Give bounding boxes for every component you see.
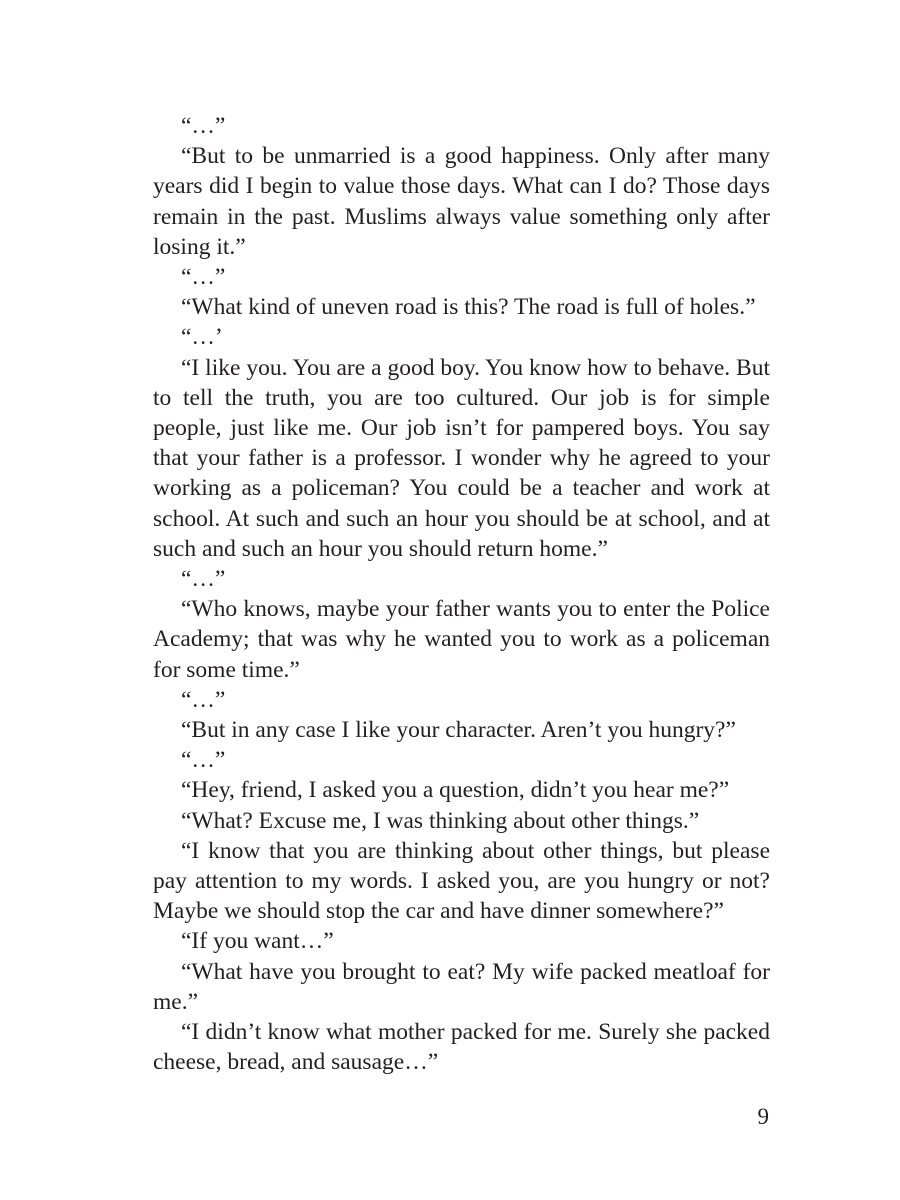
paragraph-11: “…”: [181, 747, 226, 774]
paragraph-6: “I like you. You are a good boy. You know how to behave. But to tell the truth, you are too cultured. Our job is for simple people, just like me. Our job isn’t for pampered boys. You say that your father is a professor. I wonder why he agreed to your working as a policeman? You could be a teacher and work at school. At such and such an hour you should be at school, and at such and such an hour you should return home.”: [153, 354, 770, 562]
paragraph-13: “What? Excuse me, I was thinking about other things.”: [181, 807, 700, 834]
paragraph-7: “…”: [181, 566, 226, 593]
paragraph-5: “…’: [181, 324, 223, 351]
paragraph-3: “…”: [181, 264, 226, 291]
paragraph-16: “What have you brought to eat? My wife packed meatloaf for me.”: [153, 958, 770, 1015]
paragraph-14: “I know that you are thinking about other things, but please pay attention to my words. I asked you, are you hungry or not? Maybe we should stop the car and have dinner somewhere?”: [153, 837, 770, 925]
paragraph-1: “…”: [181, 113, 226, 139]
page-number: 9: [757, 1104, 769, 1129]
paragraph-15: “If you want…”: [181, 928, 334, 955]
body-text: [153, 111, 770, 1078]
paragraph-8: “Who knows, maybe your father wants you to enter the Police Academy; that was why he wanted you to work as a policeman for some time.”: [153, 596, 770, 683]
paragraph-4: “What kind of uneven road is this? The road is full of holes.”: [181, 294, 756, 321]
paragraph-17: “I didn’t know what mother packed for me. Surely she packed cheese, bread, and sausage…”: [153, 1019, 770, 1076]
paragraph-2: “But to be unmarried is a good happiness. Only after many years did I begin to value those days. What can I do? Those days remain in the past. Muslims always value something only after losing it.”: [153, 143, 770, 260]
paragraph-9: “…”: [181, 686, 226, 713]
paragraph-12: “Hey, friend, I asked you a question, didn’t you hear me?”: [181, 777, 730, 804]
paragraph-10: “But in any case I like your character. Aren’t you hungry?”: [181, 717, 736, 744]
